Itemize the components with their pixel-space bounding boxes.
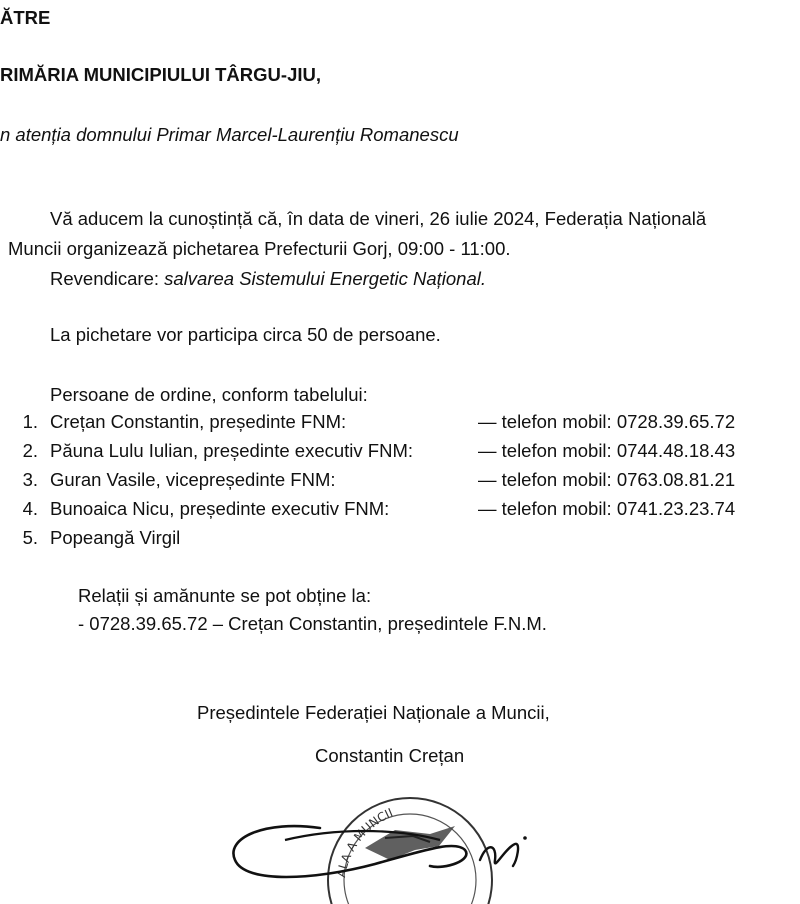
list-item-name: Bunoaica Nicu, președinte executiv FNM: — [50, 498, 390, 519]
claim-line — [50, 270, 486, 289]
list-item-number: 5. — [22, 527, 38, 548]
relations-contact: - 0728.39.65.72 – Crețan Constantin, președintele F.N.M. — [78, 613, 547, 634]
institution-line: RIMĂRIA MUNICIPIULUI TÂRGU-JIU, — [0, 64, 321, 85]
list-item-name: Guran Vasile, vicepreședinte FNM: — [50, 469, 336, 490]
list-item-number: 4. — [22, 498, 38, 519]
stamp-and-signature — [225, 768, 555, 904]
intro-paragraph-line-2: Muncii organizează pichetarea Prefecturii Gorj, 09:00 - 11:00. — [8, 238, 511, 259]
stamp-text-top: ALA A MUNCII — [334, 805, 395, 879]
list-item-number: 1. — [22, 411, 38, 432]
recipient-line: ĂTRE — [0, 7, 51, 28]
list-item-phone: — telefon mobil: 0744.48.18.43 — [478, 440, 736, 461]
list-item-number: 2. — [22, 440, 38, 461]
stamp-signature-graphic — [225, 768, 555, 904]
relations-title: Relații și amănunte se pot obține la: — [78, 585, 372, 606]
list-item-name: Păuna Lulu Iulian, președinte executiv FNM: — [50, 440, 414, 461]
order-list-title: Persoane de ordine, conform tabelului: — [50, 384, 368, 405]
signatory-name: Constantin Crețan — [315, 745, 465, 766]
participants-line: La pichetare vor participa circa 50 de persoane. — [50, 324, 441, 345]
list-item-name: Popeangă Virgil — [50, 527, 181, 548]
list-item-number: 3. — [22, 469, 38, 490]
claim-value: salvarea Sistemului Energetic Național. — [164, 268, 487, 289]
list-item-phone: — telefon mobil: 0741.23.23.74 — [478, 498, 736, 519]
list-item-phone: — telefon mobil: 0763.08.81.21 — [478, 469, 736, 490]
intro-paragraph-line-1: Vă aducem la cunoștință că, în data de vineri, 26 iulie 2024, Federația Națională — [50, 208, 707, 229]
signatory-title: Președintele Federației Naționale a Muncii, — [197, 702, 550, 723]
attention-line: n atenția domnului Primar Marcel-Laurențiu Romanescu — [0, 124, 459, 145]
claim-label: Revendicare: — [50, 268, 160, 289]
list-item-phone: — telefon mobil: 0728.39.65.72 — [478, 411, 736, 432]
list-item-name: Crețan Constantin, președinte FNM: — [50, 411, 347, 432]
